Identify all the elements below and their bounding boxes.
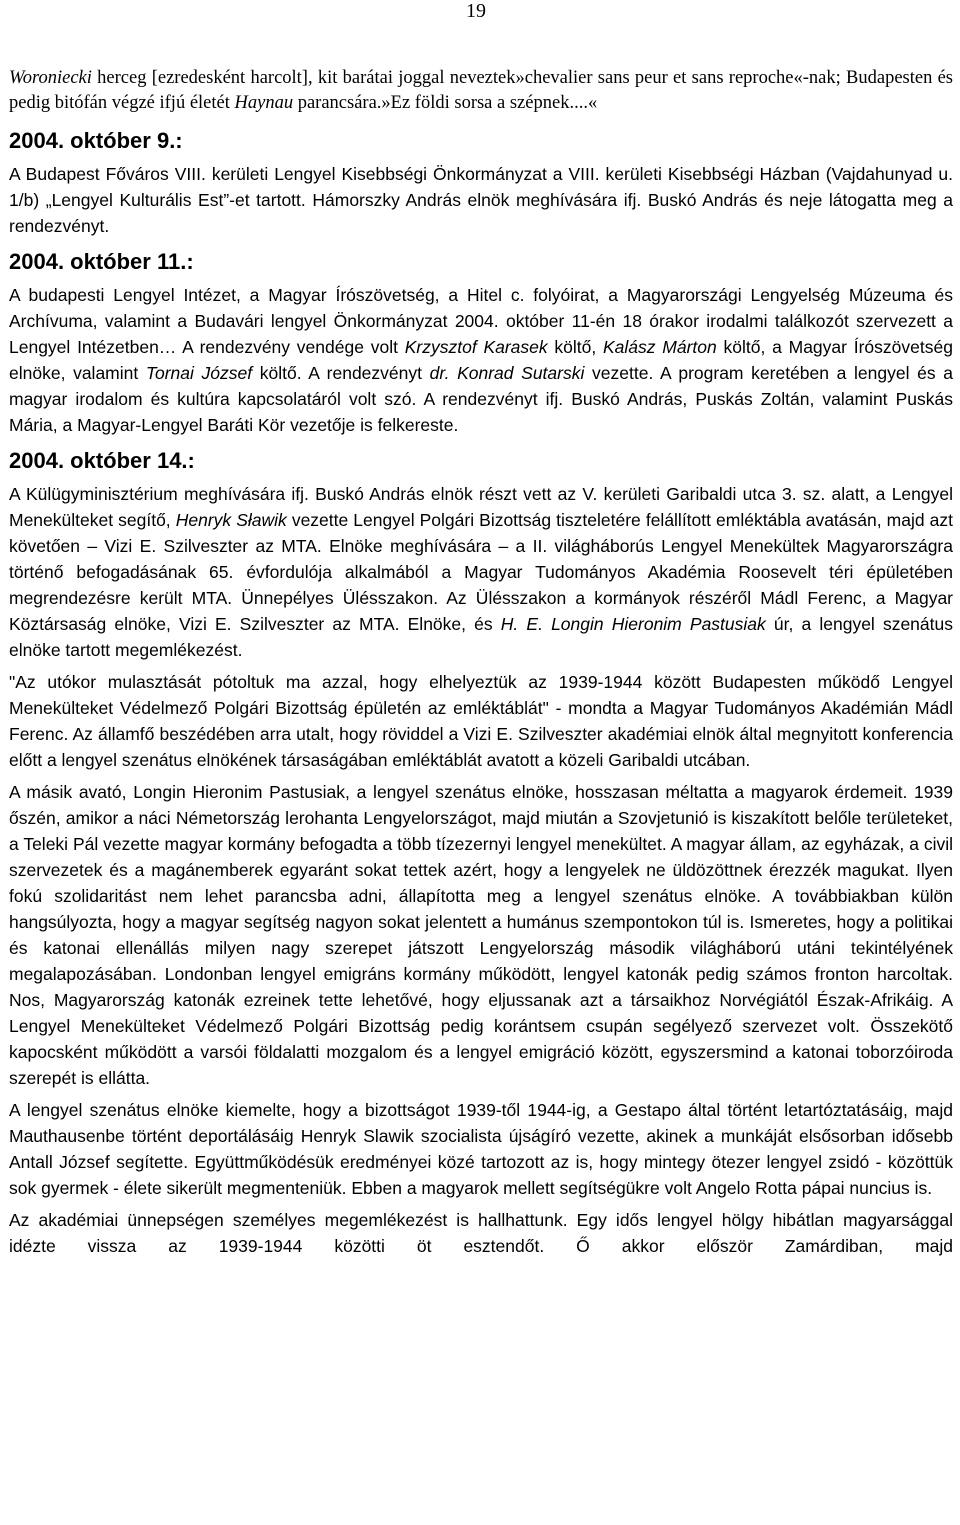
paragraph-text: herceg [ezredesként harcolt], kit barátai joggal neveztek»chevalier sans peur et sans reproche«-nak; Budapesten és pedig bitófán végzé ifjú életét [9,68,954,113]
body-paragraph: A másik avató, Longin Hieronim Pastusiak, a lengyel szenátus elnöke, hosszasan méltatta a magyarok érdemeit. 1939 őszén, amikor a náci Németország lerohanta Lengyelországot, majd miután a Szovjetunió is kiszakított belőle területeket, a Teleki Pál vezette magyar kormány befogadta a több tízezernyi lengyel menekültet. A magyar állam, az egyházak, a civil szervezetek és a magánemberek egyaránt sokat tettek azért, hogy a lengyelek ne üldözöttnek érezzék magukat. Ilyen fokú szolidaritást nem lehet parancsba adni, állapította meg a lengyel szenátus elnöke. A továbbiakban külön hangsúlyozta, hogy a magyar segítség nagyon sokat jelentett a humánus szempontokon túl is. Ismeretes, hogy a politikai és katonai ellenállás milyen nagy szerepet játszott Lengyelország második világháború utáni tekintélyének megalapozásában. Londonban lengyel emigráns kormány működött, lengyel katonák pedig számos fronton harcoltak. Nos, Magyarország katonák ezreinek tette lehetővé, hogy eljussanak azt a társaikhoz Norvégiától Észak-Afrikáig. A Lengyel Menekülteket Védelmező Polgári Bizottság pedig korántsem csupán segélyező szervezet volt. Összekötő kapocsként működött a varsói földalatti mozgalom és a lengyel emigráció között, egyszersmind a katonai toborzóiroda szerepét is ellátta. [9,782,953,1089]
person-name: Woroniecki [9,68,92,88]
paragraph-text: parancsára.»Ez földi sorsa a szépnek....« [297,92,598,113]
person-name: Henryk Sławik [175,510,287,531]
paragraph-text: úr, a lengyel szenátus elnöke tartott megemlékezést. [9,614,953,661]
person-name: Kalász Márton [603,337,717,358]
intro-paragraph [9,66,953,115]
person-name: dr. Konrad Sutarski [429,363,585,384]
document-body [9,66,953,1259]
page-number: 19 [466,0,486,22]
quote-paragraph: "Az utókor mulasztását pótoltuk ma azzal, hogy elhelyeztük az 1939-1944 között Budapesten működő Lengyel Menekülteket Védelmező Polgári Bizottság épületén az emléktáblát" - mondta a Magyar Tudományos Akadémián Mádl Ferenc. Az államfő beszédében arra utalt, hogy röviddel a Vizi E. Szilveszter akadémiai elnök által megnyitott konferencia előtt a lengyel szenátus elnökének társaságában emléktáblát avatott a közeli Garibaldi utcában. [9,672,953,771]
event-paragraph: A Budapest Főváros VIII. kerületi Lengyel Kisebbségi Önkormányzat a VIII. kerületi Kisebbségi Házban (Vajdahunyad u. 1/b) „Lengyel Kulturális Est”-et tartott. Hámorszky András elnök meghívására ifj. Buskó András és neje látogatta meg a rendezvényt. [9,164,953,237]
paragraph-text: költő, [554,337,597,358]
event-paragraph [9,282,953,438]
date-heading: 2004. október 14.: [9,448,195,474]
person-name: Krzysztof Karasek [404,337,548,358]
body-paragraph: Az akadémiai ünnepségen személyes megemlékezést is hallhattunk. Egy idős lengyel hölgy hibátlan magyarsággal idézte vissza az 1939-1944 közötti öt esztendőt. Ő akkor először Zamárdiban, majd [9,1210,953,1257]
date-heading: 2004. október 11.: [9,249,194,275]
paragraph-text: A Külügyminisztérium meghívására ifj. Buskó András elnök részt vett az V. kerületi Garibaldi utca 3. sz. alatt, a Lengyel Menekülteket segítő, [9,484,953,531]
paragraph-text: költő, a Magyar Írószövetség elnöke, valamint [9,337,953,384]
person-name: Tornai József [145,363,253,384]
paragraph-text: A budapesti Lengyel Intézet, a Magyar Írószövetség, a Hitel c. folyóirat, a Magyarországi Lengyelség Múzeuma és Archívuma, valamint a Budavári lengyel Önkormányzat 2004. október 11-én 18 órakor irodalmi találkozót szervezett a Lengyel Intézetben… A rendezvény vendége volt [9,285,953,358]
date-heading: 2004. október 9.: [9,128,183,154]
paragraph-text: vezette. A program keretében a lengyel és a magyar irodalom és kultúra kapcsolatáról volt szó. A rendezvényt ifj. Buskó András, Puskás Zoltán, valamint Puskás Mária, a Magyar-Lengyel Baráti Kör vezetője is felkereste. [9,363,953,436]
person-name: Haynau [234,92,294,113]
paragraph-text: vezette Lengyel Polgári Bizottság tiszteletére felállított emléktábla avatásán, majd azt követően – Vizi E. Szilveszter az MTA. Elnöke meghívására – a II. világháborús Lengyel Menekültek Magyarországra történő befogadásának 65. évfordulója alkalmából a Magyar Tudományos Akadémia Roosevelt téri épületében megrendezésre került MTA. Ünnepélyes Ülésszakon. Az Ülésszakon a kormányok részéről Mádl Ferenc, a Magyar Köztársaság elnöke, Vizi E. Szilveszter az MTA. Elnöke, és [9,510,953,635]
person-name: H. E. Longin Hieronim Pastusiak [500,614,766,635]
body-paragraph: A lengyel szenátus elnöke kiemelte, hogy a bizottságot 1939-től 1944-ig, a Gestapo által történt letartóztatásáig, majd Mauthausenbe történt deportálásáig Henryk Slawik szocialista újságíró vezette, akinek a munkáját elsősorban idősebb Antall József segítette. Együttműködésük eredményei közé tartozott az is, hogy mintegy ötezer lengyel zsidó - közöttük sok gyermek - élete sikerült megmenteniük. Ebben a magyarok mellett segítségükre volt Angelo Rotta pápai nuncius is. [9,1100,953,1199]
paragraph-text: költő. A rendezvényt [259,363,422,384]
event-paragraph [9,481,953,663]
